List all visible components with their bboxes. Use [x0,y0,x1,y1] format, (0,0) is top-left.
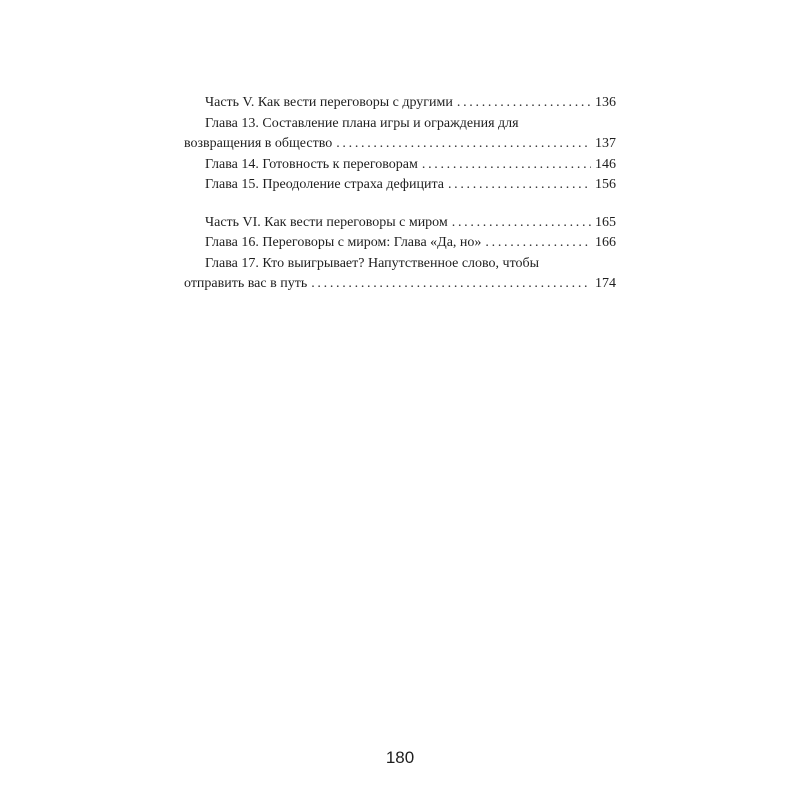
toc-entry-title: Глава 17. Кто выигрывает? Напутственное слово, чтобы [205,255,540,271]
dot-leader [448,175,591,196]
toc-entry-page: 166 [595,235,616,250]
toc-entry-title: Глава 14. Готовность к переговорам [205,156,418,172]
dot-leader [422,155,591,176]
dot-leader [311,274,591,295]
dot-leader [485,233,591,254]
toc-entry[interactable] [184,155,616,176]
toc-entry[interactable] [184,233,616,254]
toc-entry-title: Глава 13. Составление плана игры и ограждения для [205,115,519,131]
dot-leader [452,213,591,234]
toc-entry[interactable] [184,213,616,234]
page-number: 180 [385,748,415,767]
table-of-contents [184,93,616,295]
toc-section-part-vi [184,213,616,295]
toc-entry[interactable] [184,175,616,196]
toc-entry-title: Часть V. Как вести переговоры с другими [205,95,453,110]
toc-entry-title: Глава 16. Переговоры с миром: Глава «Да, но» [205,235,482,250]
toc-entry[interactable] [184,254,616,295]
toc-section-part-v [184,93,616,196]
toc-entry-page: 174 [595,276,616,291]
toc-entry-title: Глава 15. Преодоление страха дефицита [205,177,444,192]
toc-entry-title-continued: отправить вас в путь [184,276,308,291]
toc-entry[interactable] [184,114,616,155]
toc-entry-title-continued: возвращения в общество [184,136,333,151]
toc-entry-page: 146 [595,156,616,172]
toc-entry-page: 165 [595,214,616,230]
toc-entry-title: Часть VI. Как вести переговоры с миром [205,214,448,230]
toc-entry-page: 137 [595,136,616,151]
dot-leader [336,134,591,155]
toc-entry-page: 136 [595,95,616,110]
dot-leader [457,93,591,114]
toc-entry[interactable] [184,93,616,114]
toc-entry-page: 156 [595,177,616,192]
